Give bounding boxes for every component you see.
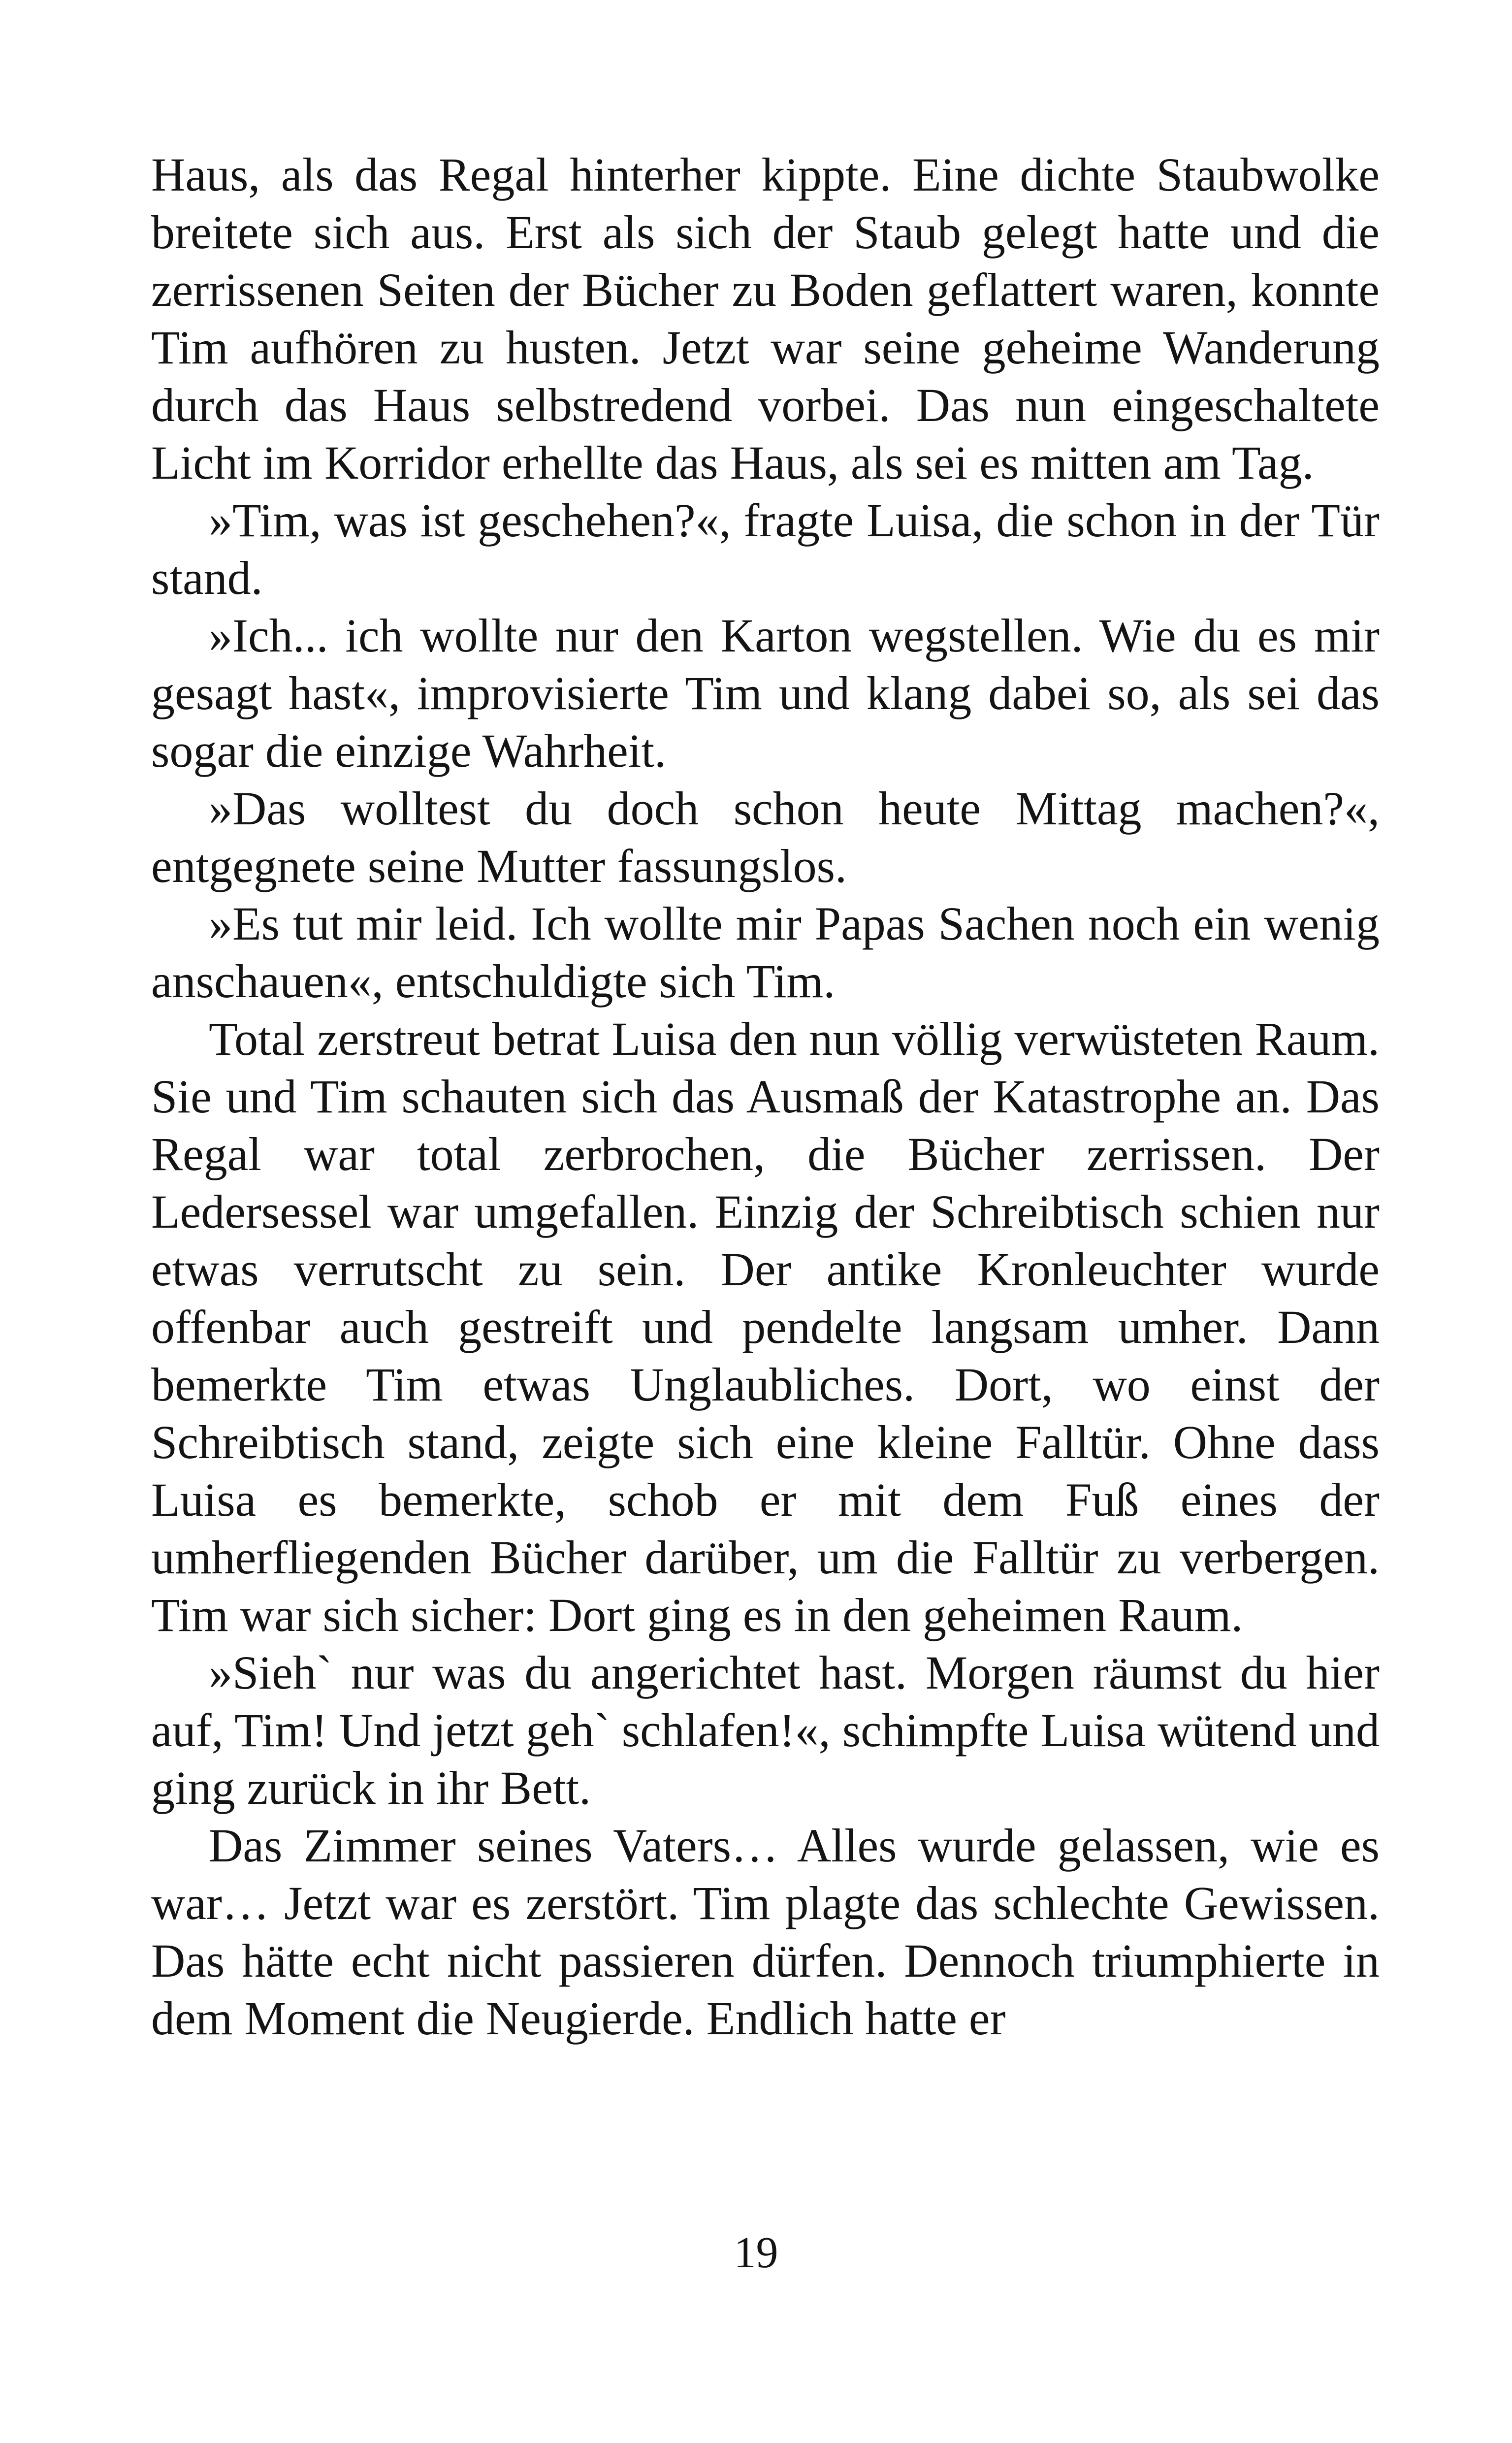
paragraph-3: »Ich... ich wollte nur den Karton wegstellen. Wie du es mir gesagt hast«, improvisierte Tim und klang dabei so, als sei das sogar die einzige Wahrheit. [151,609,1380,777]
paragraph-5: »Es tut mir leid. Ich wollte mir Papas Sachen noch ein wenig anschauen«, entschuldigte sich Tim. [151,897,1380,1008]
paragraph-4: »Das wolltest du doch schon heute Mittag machen?«, entgegnete seine Mutter fassungslos. [151,782,1380,892]
paragraph-1: Haus, als das Regal hinterher kippte. Eine dichte Staubwolke breitete sich aus. Erst als sich der Staub gelegt hatte und die zerrissenen Seiten der Bücher zu Boden geflattert waren, konnte Tim aufhören zu husten. Jetzt war seine geheime Wanderung durch das Haus selbstredend vorbei. Das nun eingeschaltete Licht im Korridor erhellte das Haus, als sei es mitten am Tag. [151,148,1380,489]
paragraph-6: Total zerstreut betrat Luisa den nun völlig verwüsteten Raum. Sie und Tim schauten sich das Ausmaß der Katastrophe an. Das Regal war total zerbrochen, die Bücher zerrissen. Der Ledersessel war umgefallen. Einzig der Schreibtisch schien nur etwas verrutscht zu sein. Der antike Kronleuchter wurde offenbar auch gestreift und pendelte langsam umher. Dann bemerkte Tim etwas Unglaubliches. Dort, wo einst der Schreibtisch stand, zeigte sich eine kleine Falltür. Ohne dass Luisa es bemerkte, schob er mit dem Fuß eines der umherfliegenden Bücher darüber, um die Falltür zu verbergen. Tim war sich sicher: Dort ging es in den geheimen Raum. [151,1012,1380,1641]
body-text [151,146,1380,2047]
page-number: 19 [734,2228,778,2277]
paragraph-8: Das Zimmer seines Vaters… Alles wurde gelassen, wie es war… Jetzt war es zerstört. Tim plagte das schlechte Gewissen. Das hätte echt nicht passieren dürfen. Dennoch triumphierte in dem Moment die Neugierde. Endlich hatte er [151,1819,1380,2045]
paragraph-7: »Sieh` nur was du angerichtet hast. Morgen räumst du hier auf, Tim! Und jetzt geh` schlafen!«, schimpfte Luisa wütend und ging zurück in ihr Bett. [151,1646,1380,1814]
paragraph-2: »Tim, was ist geschehen?«, fragte Luisa, die schon in der Tür stand. [151,494,1380,604]
